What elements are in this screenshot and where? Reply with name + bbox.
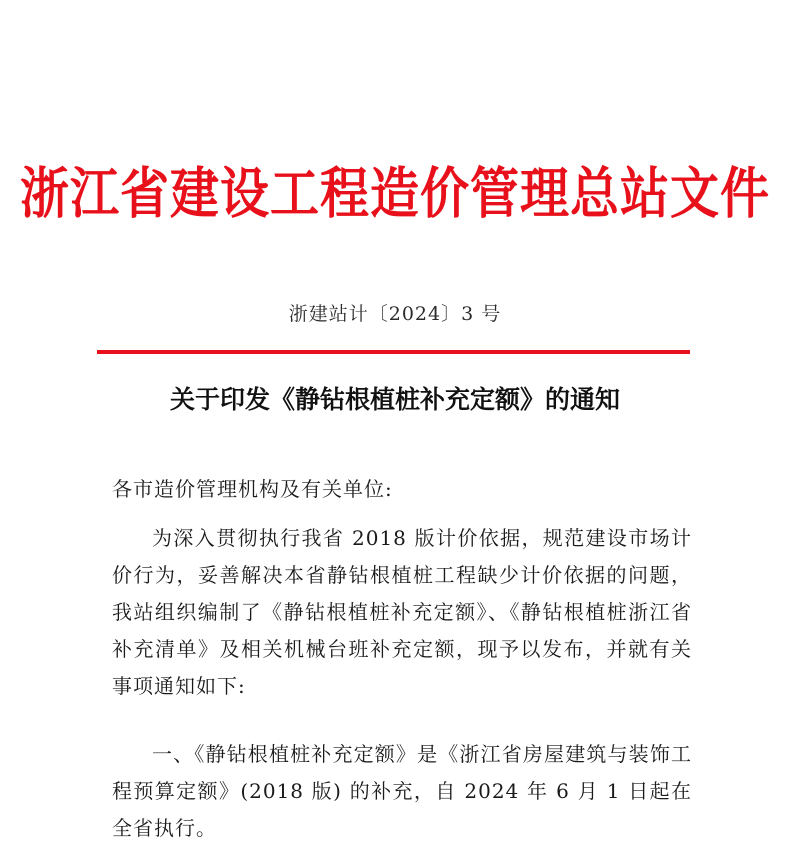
notice-title: 关于印发《静钻根植桩补充定额》的通知 — [169, 385, 620, 414]
salutation: 各市造价管理机构及有关单位: — [112, 477, 393, 501]
red-divider-rule — [97, 350, 690, 354]
body-paragraph-1: 为深入贯彻执行我省 2018 版计价依据，规范建设市场计价行为，妥善解决本省静钻根植桩工程缺少计价依据的问题，我站组织编制了《静钻根植桩补充定额》、《静钻根植桩浙江省补充清单》及相关机械台班补充定额，现予以发布，并就有关事项通知如下: — [112, 526, 692, 698]
document-number: 浙建站计〔2024〕3 号 — [288, 303, 502, 325]
masthead-title: 浙江省建设工程造价管理总站文件 — [19, 162, 770, 227]
body-paragraph-2: 一、《静钻根植桩补充定额》是《浙江省房屋建筑与装饰工程预算定额》(2018 版) 的补充，自 2024 年 6 月 1 日起在全省执行。 — [112, 742, 692, 840]
